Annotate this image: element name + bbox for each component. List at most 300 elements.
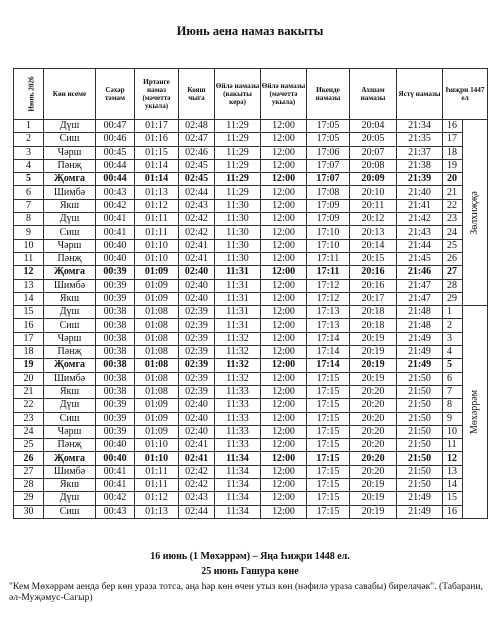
cell-oyle-mechet: 12:00: [261, 266, 307, 279]
table-header-row: [14, 69, 488, 120]
cell-irtenge: 01:17: [135, 120, 179, 133]
cell-koyash: 02:42: [179, 465, 215, 478]
cell-sahar: 00:38: [96, 319, 135, 332]
cell-ikende: 17:15: [307, 492, 350, 505]
cell-weekday: Дүш: [44, 399, 96, 412]
cell-oyle-mechet: 12:00: [261, 372, 307, 385]
cell-oyle-vakyt: 11:34: [215, 479, 261, 492]
cell-koyash: 02:40: [179, 399, 215, 412]
cell-hijri: 20: [443, 173, 463, 186]
cell-ahsham: 20:19: [350, 372, 397, 385]
cell-hijri: 12: [443, 452, 463, 465]
table-row: [14, 292, 488, 305]
cell-koyash: 02:45: [179, 159, 215, 172]
cell-yastu: 21:46: [397, 266, 443, 279]
cell-sahar: 00:38: [96, 385, 135, 398]
cell-koyash: 02:39: [179, 346, 215, 359]
cell-irtenge: 01:09: [135, 266, 179, 279]
cell-irtenge: 01:16: [135, 133, 179, 146]
cell-sahar: 00:40: [96, 239, 135, 252]
cell-oyle-vakyt: 11:32: [215, 372, 261, 385]
cell-ahsham: 20:20: [350, 385, 397, 398]
cell-koyash: 02:40: [179, 266, 215, 279]
header-day: Июнь 2026: [14, 69, 44, 120]
cell-hijri: 24: [443, 226, 463, 239]
cell-ikende: 17:13: [307, 306, 350, 319]
cell-day: 28: [14, 479, 44, 492]
cell-sahar: 00:45: [96, 146, 135, 159]
cell-day: 5: [14, 173, 44, 186]
cell-sahar: 00:39: [96, 425, 135, 438]
cell-ikende: 17:11: [307, 252, 350, 265]
cell-koyash: 02:44: [179, 186, 215, 199]
cell-irtenge: 01:11: [135, 479, 179, 492]
cell-weekday: Дүш: [44, 306, 96, 319]
cell-yastu: 21:49: [397, 492, 443, 505]
cell-weekday: Дүш: [44, 213, 96, 226]
cell-yastu: 21:44: [397, 239, 443, 252]
cell-koyash: 02:39: [179, 385, 215, 398]
cell-yastu: 21:41: [397, 199, 443, 212]
month-label-muharram: [463, 306, 488, 519]
cell-koyash: 02:47: [179, 133, 215, 146]
table-row: [14, 385, 488, 398]
cell-ikende: 17:14: [307, 359, 350, 372]
cell-ikende: 17:10: [307, 226, 350, 239]
cell-koyash: 02:40: [179, 292, 215, 305]
footer-ashura: 25 июнь Гашура көне: [201, 566, 299, 577]
cell-ahsham: 20:18: [350, 319, 397, 332]
cell-weekday: Шимбә: [44, 279, 96, 292]
cell-hijri: 14: [443, 479, 463, 492]
table-row: [14, 146, 488, 159]
cell-day: 17: [14, 332, 44, 345]
cell-irtenge: 01:08: [135, 346, 179, 359]
cell-oyle-vakyt: 11:30: [215, 199, 261, 212]
header-hijri: Һиҗри 1447 ел: [443, 69, 488, 120]
cell-yastu: 21:47: [397, 279, 443, 292]
cell-yastu: 21:48: [397, 319, 443, 332]
cell-ahsham: 20:19: [350, 492, 397, 505]
cell-ikende: 17:11: [307, 266, 350, 279]
cell-ahsham: 20:17: [350, 292, 397, 305]
cell-hijri: 25: [443, 239, 463, 252]
table-row: [14, 226, 488, 239]
cell-weekday: Якш: [44, 292, 96, 305]
cell-ikende: 17:15: [307, 412, 350, 425]
cell-hijri: 22: [443, 199, 463, 212]
cell-weekday: Сиш: [44, 226, 96, 239]
cell-ikende: 17:14: [307, 346, 350, 359]
cell-hijri: 18: [443, 146, 463, 159]
cell-day: 18: [14, 346, 44, 359]
cell-ahsham: 20:10: [350, 186, 397, 199]
cell-oyle-mechet: 12:00: [261, 159, 307, 172]
cell-koyash: 02:43: [179, 492, 215, 505]
cell-hijri: 16: [443, 120, 463, 133]
cell-hijri: 13: [443, 465, 463, 478]
cell-yastu: 21:45: [397, 252, 443, 265]
cell-sahar: 00:39: [96, 266, 135, 279]
cell-sahar: 00:47: [96, 120, 135, 133]
cell-irtenge: 01:13: [135, 505, 179, 518]
cell-weekday: Җомга: [44, 359, 96, 372]
header-koyash: Кояш чыга: [179, 69, 215, 120]
cell-ikende: 17:13: [307, 319, 350, 332]
cell-day: 30: [14, 505, 44, 518]
cell-irtenge: 01:09: [135, 399, 179, 412]
cell-ahsham: 20:19: [350, 332, 397, 345]
cell-weekday: Сиш: [44, 319, 96, 332]
cell-day: 21: [14, 385, 44, 398]
cell-day: 19: [14, 359, 44, 372]
cell-yastu: 21:38: [397, 159, 443, 172]
cell-hijri: 2: [443, 319, 463, 332]
cell-oyle-vakyt: 11:34: [215, 492, 261, 505]
table-row: [14, 133, 488, 146]
cell-ahsham: 20:20: [350, 465, 397, 478]
cell-oyle-vakyt: 11:32: [215, 346, 261, 359]
cell-irtenge: 01:08: [135, 359, 179, 372]
cell-koyash: 02:40: [179, 279, 215, 292]
cell-koyash: 02:39: [179, 332, 215, 345]
table-row: [14, 319, 488, 332]
cell-oyle-mechet: 12:00: [261, 412, 307, 425]
cell-day: 10: [14, 239, 44, 252]
cell-sahar: 00:41: [96, 465, 135, 478]
cell-hijri: 29: [443, 292, 463, 305]
cell-oyle-vakyt: 11:30: [215, 213, 261, 226]
cell-oyle-vakyt: 11:31: [215, 319, 261, 332]
cell-ikende: 17:07: [307, 173, 350, 186]
cell-irtenge: 01:09: [135, 292, 179, 305]
cell-koyash: 02:40: [179, 412, 215, 425]
page-title: Июнь аена намаз вакыты: [176, 24, 324, 38]
cell-ahsham: 20:15: [350, 252, 397, 265]
cell-ahsham: 20:07: [350, 146, 397, 159]
cell-weekday: Пәнҗ: [44, 346, 96, 359]
cell-oyle-vakyt: 11:33: [215, 385, 261, 398]
cell-oyle-vakyt: 11:29: [215, 173, 261, 186]
cell-ikende: 17:15: [307, 385, 350, 398]
cell-oyle-vakyt: 11:29: [215, 186, 261, 199]
cell-irtenge: 01:11: [135, 465, 179, 478]
cell-day: 6: [14, 186, 44, 199]
cell-irtenge: 01:09: [135, 279, 179, 292]
cell-ahsham: 20:18: [350, 306, 397, 319]
cell-oyle-mechet: 12:00: [261, 199, 307, 212]
cell-oyle-vakyt: 11:29: [215, 133, 261, 146]
cell-ahsham: 20:13: [350, 226, 397, 239]
cell-yastu: 21:50: [397, 465, 443, 478]
cell-oyle-mechet: 12:00: [261, 399, 307, 412]
cell-ahsham: 20:12: [350, 213, 397, 226]
cell-yastu: 21:39: [397, 173, 443, 186]
cell-day: 9: [14, 226, 44, 239]
cell-yastu: 21:49: [397, 332, 443, 345]
cell-yastu: 21:43: [397, 226, 443, 239]
cell-ikende: 17:07: [307, 159, 350, 172]
cell-oyle-vakyt: 11:29: [215, 146, 261, 159]
cell-weekday: Шимбә: [44, 465, 96, 478]
cell-weekday: Пәнҗ: [44, 159, 96, 172]
cell-sahar: 00:40: [96, 439, 135, 452]
cell-day: 1: [14, 120, 44, 133]
cell-irtenge: 01:14: [135, 173, 179, 186]
cell-sahar: 00:39: [96, 279, 135, 292]
cell-ikende: 17:15: [307, 425, 350, 438]
cell-ikende: 17:08: [307, 186, 350, 199]
cell-day: 24: [14, 425, 44, 438]
cell-ikende: 17:09: [307, 213, 350, 226]
cell-oyle-mechet: 12:00: [261, 492, 307, 505]
table-row: [14, 306, 488, 319]
cell-koyash: 02:41: [179, 239, 215, 252]
cell-day: 12: [14, 266, 44, 279]
header-ahsham: Ахшам намазы: [350, 69, 397, 120]
cell-oyle-vakyt: 11:31: [215, 266, 261, 279]
cell-weekday: Дүш: [44, 492, 96, 505]
cell-ikende: 17:10: [307, 239, 350, 252]
cell-koyash: 02:39: [179, 319, 215, 332]
cell-koyash: 02:42: [179, 226, 215, 239]
cell-sahar: 00:39: [96, 412, 135, 425]
cell-hijri: 4: [443, 346, 463, 359]
cell-hijri: 10: [443, 425, 463, 438]
cell-weekday: Якш: [44, 479, 96, 492]
cell-ikende: 17:06: [307, 146, 350, 159]
month-label-text: Мөхәррәм: [469, 389, 480, 435]
cell-ahsham: 20:20: [350, 439, 397, 452]
cell-weekday: Пәнҗ: [44, 252, 96, 265]
cell-hijri: 15: [443, 492, 463, 505]
cell-irtenge: 01:08: [135, 332, 179, 345]
cell-oyle-mechet: 12:00: [261, 505, 307, 518]
cell-weekday: Сиш: [44, 505, 96, 518]
cell-sahar: 00:39: [96, 399, 135, 412]
footer-quote: "Кем Мөхәррәм аенда бер көн ураза тотса, аңа һәр көн өчен утыз көн (нәфилә ураза савабы) бирелачәк". (Табарани, әл-Муҗәмус-Сагыр): [9, 581, 483, 603]
cell-ikende: 17:12: [307, 292, 350, 305]
cell-oyle-mechet: 12:00: [261, 425, 307, 438]
cell-yastu: 21:50: [397, 425, 443, 438]
cell-ahsham: 20:16: [350, 266, 397, 279]
cell-ahsham: 20:09: [350, 173, 397, 186]
cell-day: 23: [14, 412, 44, 425]
cell-sahar: 00:40: [96, 252, 135, 265]
cell-ahsham: 20:20: [350, 425, 397, 438]
cell-oyle-vakyt: 11:34: [215, 465, 261, 478]
cell-sahar: 00:42: [96, 492, 135, 505]
cell-sahar: 00:42: [96, 199, 135, 212]
cell-oyle-mechet: 12:00: [261, 332, 307, 345]
table-row: [14, 159, 488, 172]
cell-ahsham: 20:19: [350, 479, 397, 492]
cell-ahsham: 20:04: [350, 120, 397, 133]
cell-sahar: 00:41: [96, 213, 135, 226]
cell-koyash: 02:41: [179, 439, 215, 452]
cell-ikende: 17:05: [307, 120, 350, 133]
table-row: [14, 439, 488, 452]
cell-day: 26: [14, 452, 44, 465]
cell-sahar: 00:41: [96, 479, 135, 492]
cell-sahar: 00:43: [96, 505, 135, 518]
cell-yastu: 21:50: [397, 385, 443, 398]
cell-oyle-mechet: 12:00: [261, 213, 307, 226]
cell-ikende: 17:12: [307, 279, 350, 292]
cell-koyash: 02:39: [179, 359, 215, 372]
header-weekday: Көн исеме: [44, 69, 96, 120]
cell-oyle-vakyt: 11:34: [215, 452, 261, 465]
cell-yastu: 21:50: [397, 452, 443, 465]
table-row: [14, 186, 488, 199]
cell-ahsham: 20:19: [350, 346, 397, 359]
table-row: [14, 332, 488, 345]
cell-oyle-mechet: 12:00: [261, 359, 307, 372]
cell-koyash: 02:42: [179, 213, 215, 226]
cell-irtenge: 01:09: [135, 412, 179, 425]
cell-ikende: 17:15: [307, 439, 350, 452]
cell-ahsham: 20:20: [350, 399, 397, 412]
table-row: [14, 465, 488, 478]
month-label-text: Зөлхиҗҗә: [469, 190, 480, 235]
cell-weekday: Җомга: [44, 173, 96, 186]
cell-irtenge: 01:15: [135, 146, 179, 159]
cell-ikende: 17:15: [307, 452, 350, 465]
cell-koyash: 02:39: [179, 372, 215, 385]
table-row: [14, 452, 488, 465]
cell-yastu: 21:50: [397, 372, 443, 385]
cell-sahar: 00:43: [96, 186, 135, 199]
cell-oyle-vakyt: 11:29: [215, 120, 261, 133]
cell-hijri: 8: [443, 399, 463, 412]
cell-sahar: 00:38: [96, 332, 135, 345]
cell-ahsham: 20:05: [350, 133, 397, 146]
cell-koyash: 02:43: [179, 199, 215, 212]
cell-sahar: 00:39: [96, 292, 135, 305]
cell-irtenge: 01:12: [135, 199, 179, 212]
cell-oyle-mechet: 12:00: [261, 173, 307, 186]
cell-day: 8: [14, 213, 44, 226]
cell-oyle-mechet: 12:00: [261, 306, 307, 319]
cell-irtenge: 01:13: [135, 186, 179, 199]
cell-oyle-vakyt: 11:29: [215, 159, 261, 172]
cell-irtenge: 01:12: [135, 492, 179, 505]
cell-oyle-vakyt: 11:30: [215, 226, 261, 239]
table-row: [14, 266, 488, 279]
cell-sahar: 00:38: [96, 306, 135, 319]
cell-hijri: 7: [443, 385, 463, 398]
cell-ahsham: 20:08: [350, 159, 397, 172]
cell-yastu: 21:37: [397, 146, 443, 159]
cell-irtenge: 01:08: [135, 372, 179, 385]
cell-oyle-mechet: 12:00: [261, 133, 307, 146]
cell-oyle-vakyt: 11:31: [215, 292, 261, 305]
cell-oyle-vakyt: 11:30: [215, 239, 261, 252]
cell-oyle-vakyt: 11:33: [215, 412, 261, 425]
cell-weekday: Чәрш: [44, 146, 96, 159]
cell-sahar: 00:44: [96, 159, 135, 172]
cell-hijri: 3: [443, 332, 463, 345]
cell-oyle-mechet: 12:00: [261, 186, 307, 199]
cell-day: 7: [14, 199, 44, 212]
table-row: [14, 252, 488, 265]
cell-koyash: 02:40: [179, 425, 215, 438]
cell-oyle-mechet: 12:00: [261, 292, 307, 305]
table-row: [14, 412, 488, 425]
cell-oyle-vakyt: 11:31: [215, 279, 261, 292]
cell-ahsham: 20:19: [350, 505, 397, 518]
footer-new-year: 16 июнь (1 Мөхәррәм) – Яңа Һиҗри 1448 ел.: [150, 551, 350, 562]
table-row: [14, 399, 488, 412]
cell-irtenge: 01:10: [135, 452, 179, 465]
cell-hijri: 21: [443, 186, 463, 199]
cell-yastu: 21:49: [397, 359, 443, 372]
cell-oyle-mechet: 12:00: [261, 385, 307, 398]
cell-irtenge: 01:08: [135, 385, 179, 398]
cell-irtenge: 01:08: [135, 319, 179, 332]
cell-oyle-mechet: 12:00: [261, 239, 307, 252]
cell-oyle-mechet: 12:00: [261, 146, 307, 159]
cell-weekday: Җомга: [44, 266, 96, 279]
cell-yastu: 21:49: [397, 505, 443, 518]
header-irtenge: Иртәнге намаз (мәчеттә укыла): [135, 69, 179, 120]
header-oyle-vakyt: Өйлә намазы (вакыты керә): [215, 69, 261, 120]
cell-ikende: 17:15: [307, 505, 350, 518]
cell-hijri: 9: [443, 412, 463, 425]
cell-hijri: 5: [443, 359, 463, 372]
cell-hijri: 26: [443, 252, 463, 265]
cell-oyle-mechet: 12:00: [261, 465, 307, 478]
cell-sahar: 00:41: [96, 226, 135, 239]
cell-oyle-vakyt: 11:30: [215, 252, 261, 265]
cell-oyle-mechet: 12:00: [261, 252, 307, 265]
cell-ikende: 17:09: [307, 199, 350, 212]
cell-oyle-mechet: 12:00: [261, 120, 307, 133]
prayer-times-table: [13, 68, 488, 519]
table-row: [14, 239, 488, 252]
cell-day: 11: [14, 252, 44, 265]
cell-sahar: 00:38: [96, 359, 135, 372]
table-row: [14, 359, 488, 372]
cell-day: 15: [14, 306, 44, 319]
cell-irtenge: 01:11: [135, 226, 179, 239]
cell-sahar: 00:40: [96, 452, 135, 465]
cell-sahar: 00:46: [96, 133, 135, 146]
cell-sahar: 00:38: [96, 346, 135, 359]
cell-ikende: 17:05: [307, 133, 350, 146]
cell-ikende: 17:15: [307, 372, 350, 385]
cell-yastu: 21:50: [397, 479, 443, 492]
cell-ahsham: 20:19: [350, 359, 397, 372]
cell-day: 22: [14, 399, 44, 412]
cell-weekday: Чәрш: [44, 332, 96, 345]
cell-koyash: 02:44: [179, 505, 215, 518]
cell-hijri: 28: [443, 279, 463, 292]
cell-weekday: Пәнҗ: [44, 439, 96, 452]
cell-day: 29: [14, 492, 44, 505]
cell-day: 13: [14, 279, 44, 292]
cell-day: 4: [14, 159, 44, 172]
cell-ikende: 17:15: [307, 465, 350, 478]
cell-hijri: 16: [443, 505, 463, 518]
cell-yastu: 21:42: [397, 213, 443, 226]
cell-hijri: 1: [443, 306, 463, 319]
header-yastu: Ястү намазы: [397, 69, 443, 120]
table-row: [14, 425, 488, 438]
cell-hijri: 17: [443, 133, 463, 146]
cell-oyle-mechet: 12:00: [261, 279, 307, 292]
cell-ahsham: 20:20: [350, 452, 397, 465]
